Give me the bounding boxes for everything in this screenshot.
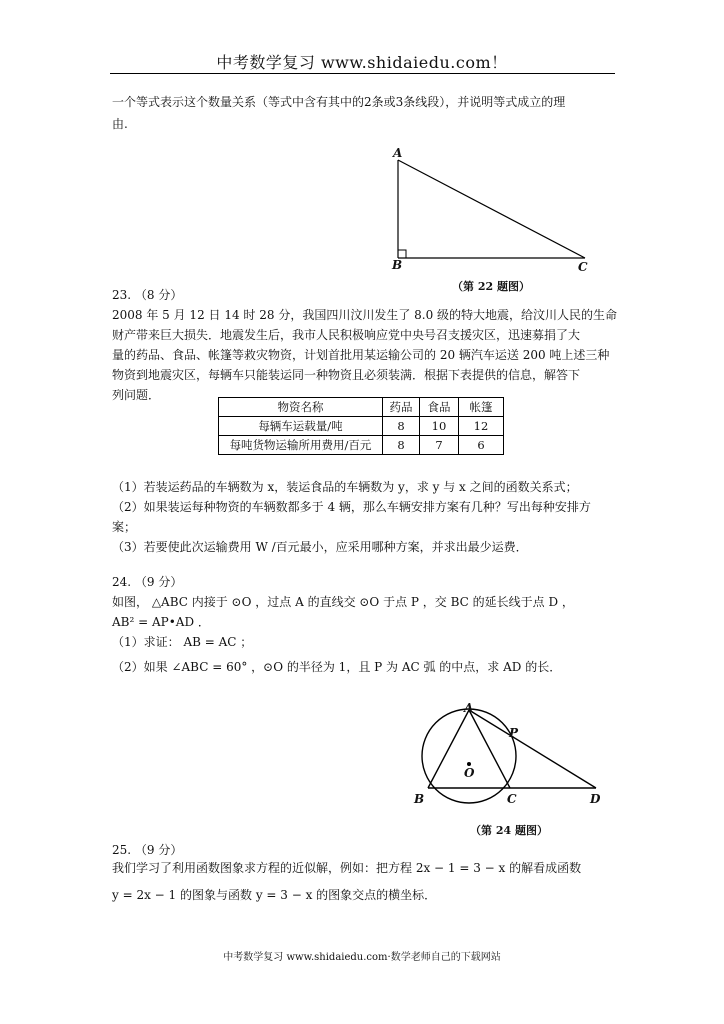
- q25-line2: y = 2x − 1 的图象与函数 y = 3 − x 的图象交点的横坐标．: [112, 888, 437, 902]
- q25-line1: 我们学习了利用函数图象求方程的近似解，例如：把方程 2x − 1 = 3 − x 的解看成函数: [112, 861, 582, 875]
- q24-label-b: B: [414, 792, 425, 806]
- table-cell: 每吨货物运输所用费用/百元: [219, 436, 383, 455]
- q24-caption: （第 24 题图）: [470, 824, 548, 837]
- q24-line1: 如图， △ABC 内接于 ⊙O ，过点 A 的直线交 ⊙O 于点 P ，交 BC 的延长线于点 D ，: [112, 595, 574, 609]
- q24-label-d: D: [590, 792, 601, 806]
- q24-line2: AB² = AP•AD ．: [112, 615, 210, 629]
- q24-segment-ad: [469, 710, 596, 788]
- table-cell: 8: [383, 417, 420, 436]
- table-row: [219, 417, 504, 436]
- table-cell: 物资名称: [219, 398, 383, 417]
- q23-para-line5: 列问题．: [112, 388, 161, 402]
- q23-heading: 23. （8 分）: [112, 288, 183, 302]
- q24-label-p: P: [509, 726, 519, 740]
- q24-heading: 24. （9 分）: [112, 575, 183, 589]
- table-cell: 12: [459, 417, 504, 436]
- q23-table: [218, 397, 504, 455]
- q22-right-angle-mark: [398, 250, 406, 258]
- q22-text-line1: 一个等式表示这个数量关系（等式中含有其中的2条或3条线段），并说明等式成立的理: [112, 95, 566, 109]
- q24-circle-o: [422, 709, 519, 803]
- table-row: [219, 398, 504, 417]
- table-cell: 7: [420, 436, 459, 455]
- q23-para-line4: 物资到地震灾区，每辆车只能装运同一种物资且必须装满．根据下表提供的信息，解答下: [112, 368, 581, 382]
- table-cell: 6: [459, 436, 504, 455]
- q23-sub3: （3）若要使此次运输费用 W /百元最小，应采用哪种方案，并求出最少运费．: [112, 540, 528, 554]
- q22-side-ac: [398, 160, 585, 258]
- table-cell: 药品: [383, 398, 420, 417]
- q24-label-a: A: [464, 701, 474, 715]
- page-footer: 中考数学复习 www.shidaiedu.com·数学老师自己的下载网站: [223, 952, 501, 963]
- q22-caption: （第 22 题图）: [452, 280, 530, 293]
- q23-para-line2: 财产带来巨大损失．地震发生后，我市人民积极响应党中央号召支援灾区，迅速募捐了大: [112, 328, 581, 342]
- q22-label-b: B: [392, 258, 403, 272]
- page-header: 中考数学复习 www.shidaiedu.com！: [216, 53, 508, 72]
- table-cell: 每辆车运载量/吨: [219, 417, 383, 436]
- q24-line4: （2）如果 ∠ABC = 60° ，⊙O 的半径为 1，且 P 为 AC 弧 的中点，求 AD 的长．: [112, 660, 562, 674]
- q24-label-c: C: [507, 792, 517, 806]
- q23-sub2: （2）如果装运每种物资的车辆数都多于 4 辆，那么车辆安排方案有几种？写出每种安排方: [112, 500, 591, 514]
- q25-heading: 25. （9 分）: [112, 843, 183, 857]
- q22-label-c: C: [578, 260, 588, 274]
- table-cell: 8: [383, 436, 420, 455]
- table-cell: 帐篷: [459, 398, 504, 417]
- table-cell: 食品: [420, 398, 459, 417]
- q24-segment-ac: [469, 710, 510, 788]
- q22-label-a: A: [393, 146, 403, 160]
- q24-segment-ab: [428, 710, 469, 788]
- q23-para-line1: 2008 年 5 月 12 日 14 时 28 分，我国四川汶川发生了 8.0 级的特大地震，给汶川人民的生命: [112, 308, 618, 322]
- header-rule: [110, 73, 615, 74]
- q22-text-line2: 由.: [112, 117, 128, 131]
- q22-triangle-figure: [380, 140, 610, 275]
- q24-label-o: O: [464, 766, 475, 780]
- q24-line3: （1）求证： AB = AC ；: [112, 635, 253, 649]
- q23-para-line3: 量的药品、食品、帐篷等救灾物资，计划首批用某运输公司的 20 辆汽车运送 200 吨上述三种: [112, 348, 610, 362]
- q23-sub2-cont: 案；: [112, 520, 137, 534]
- q23-sub1: （1）若装运药品的车辆数为 x，装运食品的车辆数为 y，求 y 与 x 之间的函数关系式；: [112, 480, 578, 494]
- table-cell: 10: [420, 417, 459, 436]
- table-row: [219, 436, 504, 455]
